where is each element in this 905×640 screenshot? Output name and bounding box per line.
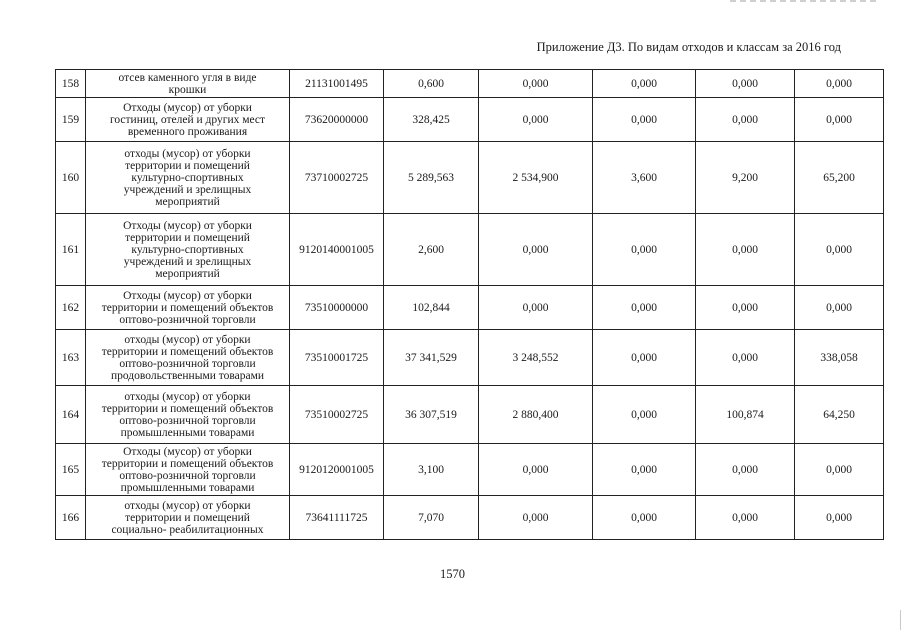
row-number: 160 <box>56 142 86 214</box>
amount-col-4: 0,000 <box>696 444 795 496</box>
amount-col-5: 0,000 <box>795 286 884 330</box>
amount-col-3: 0,000 <box>593 496 696 540</box>
waste-description <box>86 286 290 330</box>
amount-col-4: 100,874 <box>696 386 795 444</box>
amount-col-5: 338,058 <box>795 330 884 386</box>
description-line: Отходы (мусор) от уборки <box>123 445 252 458</box>
amount-total: 328,425 <box>384 98 479 142</box>
row-number: 165 <box>56 444 86 496</box>
waste-code: 73641111725 <box>290 496 384 540</box>
amount-col-2: 2 880,400 <box>479 386 593 444</box>
amount-col-4: 9,200 <box>696 142 795 214</box>
waste-description <box>86 330 290 386</box>
description-line: мероприятий <box>155 195 220 208</box>
amount-total: 3,100 <box>384 444 479 496</box>
amount-col-3: 0,000 <box>593 330 696 386</box>
amount-col-2: 0,000 <box>479 496 593 540</box>
description-line: учреждений и зрелищных <box>123 183 252 196</box>
page-number: 1570 <box>440 567 465 581</box>
table-row <box>56 444 884 496</box>
amount-col-2: 3 248,552 <box>479 330 593 386</box>
table-row <box>56 70 884 98</box>
description-line: отходы (мусор) от уборки <box>124 499 251 512</box>
description-line: отходы (мусор) от уборки <box>124 390 251 403</box>
description-line: оптово-розничной торговли <box>119 469 256 482</box>
amount-col-2: 0,000 <box>479 70 593 98</box>
waste-code: 73710002725 <box>290 142 384 214</box>
description-line: промышленными товарами <box>120 426 255 439</box>
amount-col-4: 0,000 <box>696 286 795 330</box>
waste-code: 9120140001005 <box>290 214 384 286</box>
row-number: 166 <box>56 496 86 540</box>
waste-code: 9120120001005 <box>290 444 384 496</box>
amount-total: 36 307,519 <box>384 386 479 444</box>
description-line: территории и помещений <box>125 511 250 524</box>
row-number: 164 <box>56 386 86 444</box>
scan-artifact <box>730 0 880 2</box>
table-row <box>56 214 884 286</box>
page-header: Приложение Д3. По видам отходов и классам за 2016 год <box>536 40 841 54</box>
amount-total: 0,600 <box>384 70 479 98</box>
row-number: 161 <box>56 214 86 286</box>
amount-col-4: 0,000 <box>696 98 795 142</box>
amount-col-5: 64,250 <box>795 386 884 444</box>
description-line: территории и помещений объектов <box>101 301 274 314</box>
waste-description <box>86 142 290 214</box>
description-line: отходы (мусор) от уборки <box>124 147 251 160</box>
amount-col-2: 0,000 <box>479 98 593 142</box>
amount-total: 102,844 <box>384 286 479 330</box>
waste-code: 73510000000 <box>290 286 384 330</box>
amount-col-2: 0,000 <box>479 214 593 286</box>
waste-code: 73510001725 <box>290 330 384 386</box>
waste-code: 21131001495 <box>290 70 384 98</box>
amount-col-4: 0,000 <box>696 70 795 98</box>
waste-code: 73620000000 <box>290 98 384 142</box>
waste-table-container <box>55 69 884 540</box>
amount-col-3: 0,000 <box>593 70 696 98</box>
description-line: временного проживания <box>127 125 248 138</box>
description-line: оптово-розничной торговли <box>119 357 256 370</box>
amount-col-2: 0,000 <box>479 286 593 330</box>
amount-col-5: 65,200 <box>795 142 884 214</box>
description-line: территории и помещений объектов <box>101 457 274 470</box>
row-number: 159 <box>56 98 86 142</box>
description-line: продовольственными товарами <box>110 369 265 382</box>
amount-col-5: 0,000 <box>795 98 884 142</box>
waste-description <box>86 214 290 286</box>
amount-col-4: 0,000 <box>696 330 795 386</box>
description-line: учреждений и зрелищных <box>123 255 252 268</box>
amount-col-3: 0,000 <box>593 98 696 142</box>
description-line: территории и помещений объектов <box>101 345 274 358</box>
table-row <box>56 496 884 540</box>
description-line: Отходы (мусор) от уборки <box>123 219 252 232</box>
amount-total: 37 341,529 <box>384 330 479 386</box>
amount-col-5: 0,000 <box>795 214 884 286</box>
waste-table <box>55 69 884 540</box>
amount-col-3: 0,000 <box>593 386 696 444</box>
description-line: гостиниц, отелей и других мест <box>109 113 266 126</box>
amount-col-3: 0,000 <box>593 286 696 330</box>
row-number: 162 <box>56 286 86 330</box>
waste-description <box>86 70 290 98</box>
description-line: отсев каменного угля в виде <box>118 71 257 84</box>
amount-col-2: 0,000 <box>479 444 593 496</box>
amount-col-2: 2 534,900 <box>479 142 593 214</box>
waste-description <box>86 98 290 142</box>
amount-total: 5 289,563 <box>384 142 479 214</box>
amount-col-4: 0,000 <box>696 214 795 286</box>
amount-col-5: 0,000 <box>795 444 884 496</box>
amount-col-3: 3,600 <box>593 142 696 214</box>
amount-col-3: 0,000 <box>593 214 696 286</box>
waste-code: 73510002725 <box>290 386 384 444</box>
row-number: 163 <box>56 330 86 386</box>
description-line: оптово-розничной торговли <box>119 313 256 326</box>
table-row <box>56 330 884 386</box>
description-line: культурно-спортивных <box>131 243 244 256</box>
row-number: 158 <box>56 70 86 98</box>
waste-description <box>86 496 290 540</box>
scan-artifact <box>900 610 901 630</box>
waste-description <box>86 444 290 496</box>
description-line: Отходы (мусор) от уборки <box>123 289 252 302</box>
description-line: отходы (мусор) от уборки <box>124 333 251 346</box>
amount-col-3: 0,000 <box>593 444 696 496</box>
table-row <box>56 386 884 444</box>
amount-col-5: 0,000 <box>795 496 884 540</box>
description-line: мероприятий <box>155 267 220 280</box>
description-line: территории и помещений объектов <box>101 402 274 415</box>
description-line: территории и помещений <box>125 231 250 244</box>
description-line: промышленными товарами <box>120 481 255 494</box>
description-line: территории и помещений <box>125 159 250 172</box>
description-line: социально- реабилитационных <box>111 523 264 536</box>
amount-col-5: 0,000 <box>795 70 884 98</box>
description-line: Отходы (мусор) от уборки <box>123 101 252 114</box>
description-line: крошки <box>168 83 207 96</box>
table-row <box>56 98 884 142</box>
description-line: культурно-спортивных <box>131 171 244 184</box>
description-line: оптово-розничной торговли <box>119 414 256 427</box>
amount-col-4: 0,000 <box>696 496 795 540</box>
table-row <box>56 142 884 214</box>
table-body <box>56 70 884 540</box>
table-row <box>56 286 884 330</box>
amount-total: 2,600 <box>384 214 479 286</box>
amount-total: 7,070 <box>384 496 479 540</box>
waste-description <box>86 386 290 444</box>
